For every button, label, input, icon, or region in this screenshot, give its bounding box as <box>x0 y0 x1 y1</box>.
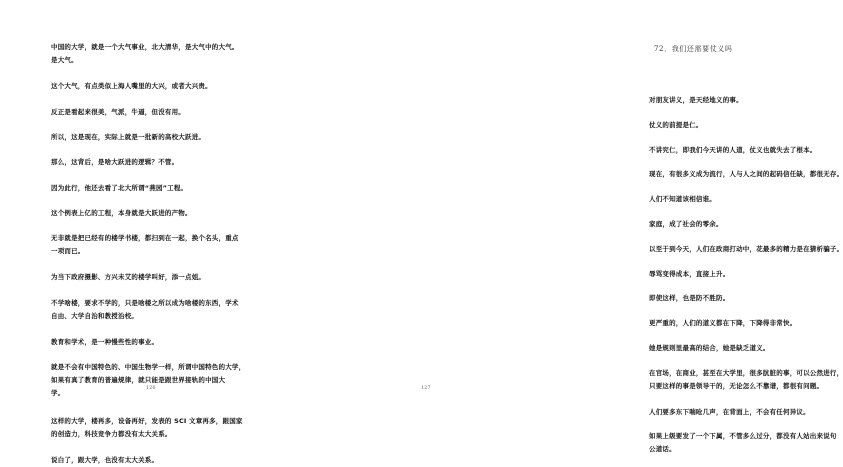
paragraph-line: 就是不会有中国特色的、中国生物学一样，所谓中国特色的大学， <box>51 363 246 372</box>
paragraph <box>649 243 843 256</box>
paragraph-line: 她是规则里最高的结合，她是缺乏道义。 <box>649 344 770 352</box>
paragraph-line: 一项而已。 <box>51 247 85 256</box>
paragraph-line: 即使这样，也是防不胜防。 <box>649 294 730 303</box>
paragraph-line: 只要这样的事是领导干的，无论怎么不靠谱，都很有问题。 <box>649 381 824 390</box>
paragraph <box>649 168 843 181</box>
paragraph <box>51 361 245 400</box>
chapter-title: 72．我们还需要仗义吗 <box>654 45 733 53</box>
paragraph <box>649 342 770 355</box>
paragraph-line: 反正是看起来很美，气派，牛逼，但没有用。 <box>51 107 185 116</box>
left-page <box>0 0 300 464</box>
paragraph <box>51 336 158 349</box>
left-page-number: 126 <box>146 385 156 391</box>
paragraph <box>649 268 729 281</box>
paragraph-line: 不讲究仁，即我们今天讲的人道，仗义也就失去了根本。 <box>649 145 817 154</box>
paragraph-line: 如果有真了教育的普遍规律，就只能是跟世界接轨的中国大 <box>51 376 226 385</box>
paragraph <box>649 218 723 231</box>
paragraph-line: 不学啥楼，要求不学的，只是啥楼之所以成为啥楼的东西，学术 <box>51 298 239 307</box>
paragraph <box>51 182 187 195</box>
paragraph <box>649 406 810 419</box>
paragraph <box>51 131 205 144</box>
paragraph-line: 人们要多东下喘呛几声，在背面上，不会有任何异议。 <box>649 407 810 416</box>
paragraph <box>649 119 703 132</box>
right-page-number: 127 <box>421 385 431 391</box>
paragraph-line: 因为此行，他还去看了北大所谓“燕园”工程。 <box>51 183 188 192</box>
paragraph <box>51 156 178 169</box>
paragraph-line: 为当下政府摄影、方兴未艾的楼学叫好，添一点姐。 <box>51 273 206 282</box>
paragraph <box>51 415 243 441</box>
paragraph-line: 现在，有很多义成为流行，人与人之间的起码信任缺，都很无存。 <box>649 170 843 179</box>
paragraph <box>51 232 239 258</box>
paragraph <box>649 292 729 305</box>
paragraph-line: 人们不知道该相信谁。 <box>649 195 716 204</box>
paragraph-line: 家庭，成了社会的零余。 <box>649 220 723 228</box>
paragraph-line: 中国的大学，就是一个大气事业，北大清华，是大气中的大气。 <box>51 43 239 51</box>
paragraph-line: 仗义的前提是仁。 <box>649 120 703 129</box>
paragraph <box>51 106 185 119</box>
paragraph <box>51 207 192 220</box>
paragraph <box>649 430 837 456</box>
paragraph <box>51 297 239 323</box>
paragraph <box>649 193 716 206</box>
paragraph <box>649 94 743 107</box>
paragraph-line: 对朋友讲义，是天经地义的事。 <box>649 96 743 104</box>
paragraph-line: 是大气。 <box>51 56 78 64</box>
paragraph <box>51 271 205 284</box>
paragraph-line: 以至于到今天，人们在政商打动中，花最多的精力是在猜析骗子。 <box>649 244 843 253</box>
paragraph-line: 辱骂变得成本，直接上升。 <box>649 269 730 278</box>
right-page <box>300 0 843 454</box>
paragraph-line: 的创造力，科技竞争力都没有太大关系。 <box>51 429 172 438</box>
paragraph-line: 说白了，跟大学，也没有太大关系。 <box>51 455 159 464</box>
paragraph-line: 自由、大学自治和教授治校。 <box>51 311 139 320</box>
paragraph-line: 这样的大学，楼再多，设备再好，发表的 SCI 文章再多，跟国家 <box>51 416 243 425</box>
paragraph-line: 无非就是把已经有的楼学书楼，都扫到在一起，换个名头，重点 <box>51 234 239 243</box>
paragraph-line: 学。 <box>51 389 65 398</box>
paragraph-line: 如果上级要发了一个下属，不管多么过分，都没有人站出来说句 <box>649 432 837 441</box>
paragraph-line: 这个例表上亿的工程，本身就是大跃进的产物。 <box>51 208 192 217</box>
paragraph-line: 所以，这是现在，实际上就是一批新的高校大跃进。 <box>51 132 206 141</box>
paragraph-line: 教育和学术，是一种慢些性的事业。 <box>51 338 159 346</box>
paragraph-line: 更严重的，人们的道义都在下降，下降得非常快。 <box>649 319 797 328</box>
paragraph <box>649 367 843 393</box>
paragraph <box>51 454 158 467</box>
paragraph-line: 那么，这背后，是啥大跃进的逻辑？不管。 <box>51 158 179 167</box>
paragraph <box>51 41 239 67</box>
paragraph-line: 这个大气，有点类似上海人嘴里的大兴，或者大兴贵。 <box>51 82 212 91</box>
paragraph <box>51 80 212 93</box>
paragraph <box>649 144 817 157</box>
paragraph-line: 在官场，在商业，甚至在大学里，很多肮脏的事，可以公然进行， <box>649 368 843 377</box>
paragraph <box>649 317 796 330</box>
paragraph-line: 公道话。 <box>649 445 676 454</box>
